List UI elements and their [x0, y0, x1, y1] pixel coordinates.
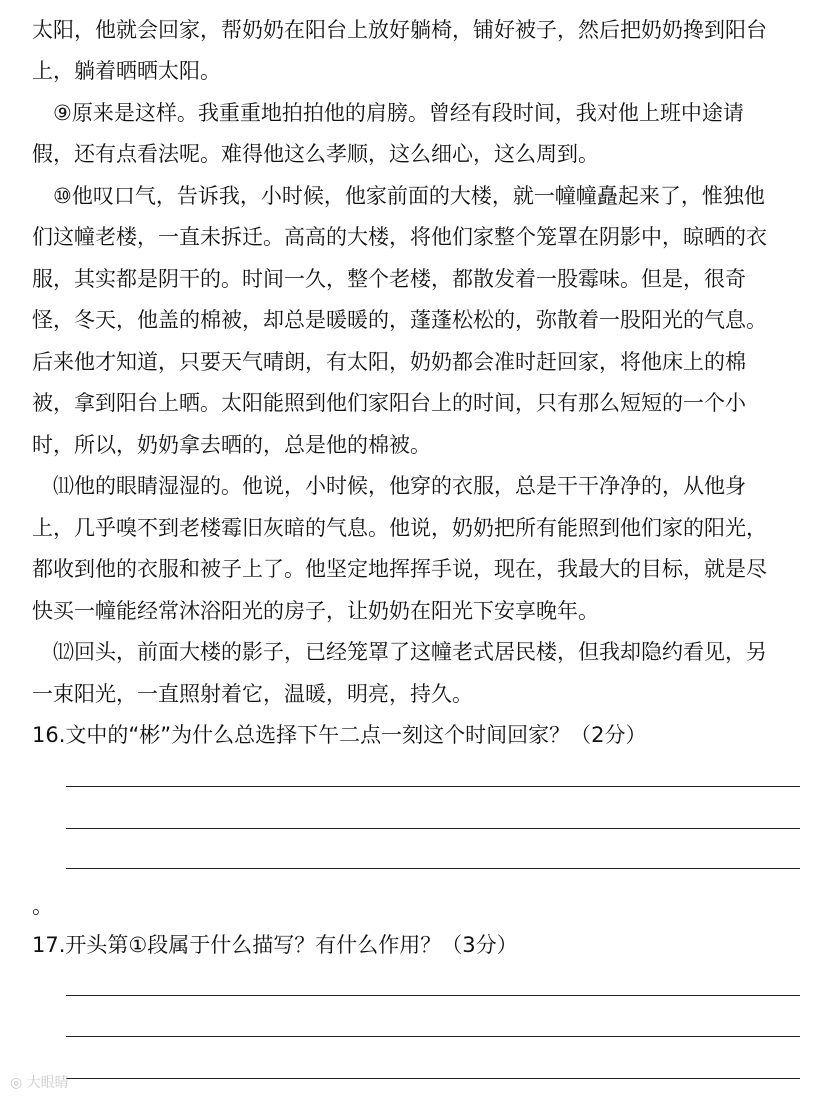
text-line: 们这幢老楼，一直未拆迁。高高的大楼，将他们家整个笼罩在阴影中，晾晒的衣	[32, 225, 767, 249]
text-line: 快买一幢能经常沐浴阳光的房子，让奶奶在阳光下安享晚年。	[32, 599, 599, 623]
watermark	[10, 1072, 69, 1092]
answer-line[interactable]	[66, 786, 800, 787]
text-line: 都收到他的衣服和被子上了。他坚定地挥挥手说，现在，我最大的目标，就是尽	[32, 557, 767, 581]
answer-line[interactable]	[66, 868, 800, 869]
text-line: ⑩他叹口气，告诉我，小时候，他家前面的大楼，就一幢幢矗起来了，惟独他	[32, 184, 765, 208]
text-line: ⑨原来是这样。我重重地拍拍他的肩膀。曾经有段时间，我对他上班中途请	[32, 101, 744, 125]
text-line: 上，几乎嗅不到老楼霉旧灰暗的气息。他说，奶奶把所有能照到他们家的阳光，	[32, 516, 767, 540]
text-line: ⑿回头，前面大楼的影子，已经笼罩了这幢老式居民楼，但我却隐约看见，另	[32, 640, 767, 664]
text-line: 时，所以，奶奶拿去晒的，总是他的棉被。	[32, 433, 431, 457]
text-line: 被，拿到阳台上晒。太阳能照到他们家阳台上的时间，只有那么短短的一个小	[32, 391, 746, 415]
answer-line[interactable]	[66, 1036, 800, 1037]
text-line: 太阳，他就会回家，帮奶奶在阳台上放好躺椅，铺好被子，然后把奶奶搀到阳台	[32, 18, 767, 42]
text-line: 上，躺着晒晒太阳。	[32, 59, 221, 83]
answer-line[interactable]	[66, 1078, 800, 1079]
text-line: 后来他才知道，只要天气晴朗，有太阳，奶奶都会准时赶回家，将他床上的棉	[32, 350, 746, 374]
text-line: 假，还有点看法呢。难得他这么孝顺，这么细心，这么周到。	[32, 142, 599, 166]
text-line: 怪，冬天，他盖的棉被，却总是暖暖的，蓬蓬松松的，弥散着一股阳光的气息。	[32, 308, 767, 332]
answer-line[interactable]	[66, 995, 800, 996]
watermark-text: 大眼睛	[26, 1075, 69, 1091]
text-line: 服，其实都是阴干的。时间一久，整个老楼，都散发着一股霉味。但是，很奇	[32, 267, 746, 291]
eye-logo-icon: ◎	[10, 1075, 23, 1091]
answer-end-mark: 。	[32, 894, 53, 918]
question-16: 16.文中的“彬”为什么总选择下午二点一刻这个时间回家？（2分）	[32, 723, 647, 747]
text-line: 一束阳光，一直照射着它，温暖，明亮，持久。	[32, 682, 473, 706]
answer-line[interactable]	[66, 828, 800, 829]
question-17: 17.开头第①段属于什么描写？有什么作用？（3分）	[32, 933, 518, 957]
text-line: ⑾他的眼睛湿湿的。他说，小时候，他穿的衣服，总是干干净净的，从他身	[32, 474, 746, 498]
